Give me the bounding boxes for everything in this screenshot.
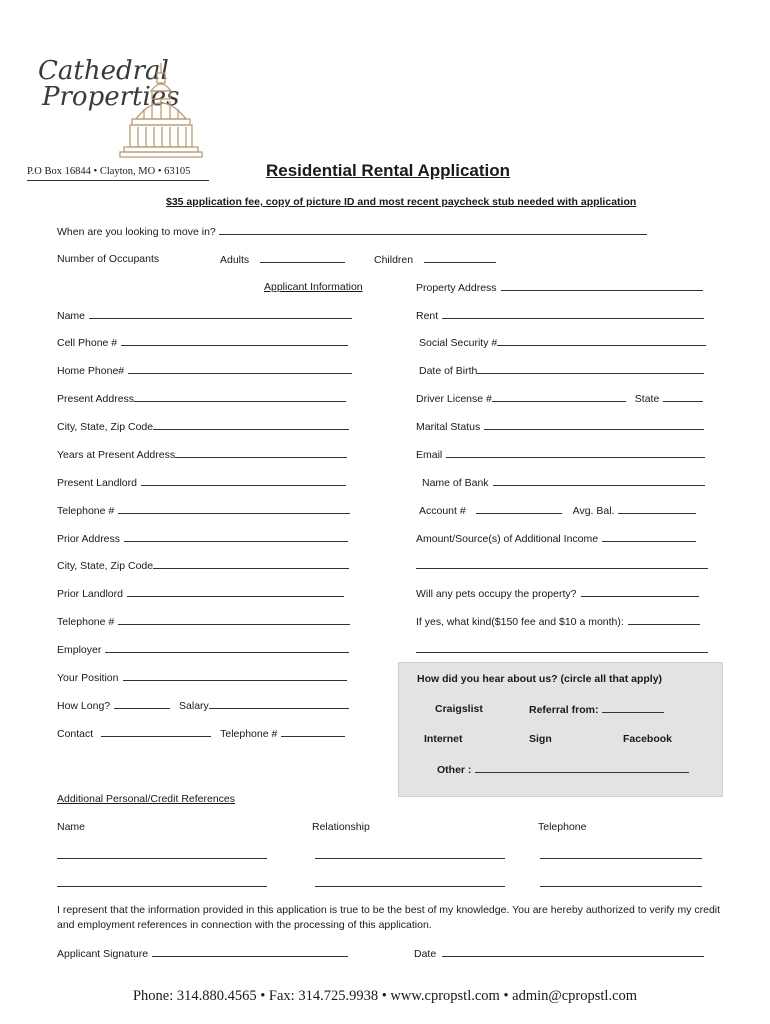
field-label: Property Address [416,282,497,294]
field-label: Present Landlord [57,477,137,489]
applicant-info-heading: Applicant Information [264,281,363,293]
driver-license-input[interactable] [492,392,626,402]
field-label: Social Security # [419,337,498,349]
pets-input[interactable] [581,587,699,597]
email-input[interactable] [446,448,705,458]
home-phone-input[interactable] [128,364,352,374]
how-long-input[interactable] [114,699,170,709]
field-label: Your Position [57,672,119,684]
bank-input[interactable] [493,476,705,486]
field-label: Prior Address [57,533,121,545]
field-telephone-2 [57,615,350,628]
ref-relationship-header: Relationship [312,821,370,833]
ref-name-header: Name [57,821,86,833]
employer-input[interactable] [105,643,349,653]
salary-input[interactable] [209,699,349,709]
other-input[interactable] [475,763,689,773]
adults-row [220,253,345,266]
field-label: Email [416,449,443,461]
ref-2-telephone-input[interactable] [540,877,702,887]
contact-label: Contact [57,728,94,740]
field-label: Employer [57,644,102,656]
field-label: Name of Bank [422,477,489,489]
state-label: State [634,393,660,405]
field-label: Prior Landlord [57,588,123,600]
ref-row-2 [57,877,267,890]
field-label: Rent [416,310,439,322]
field-pets-kind [416,615,700,628]
years-at-address-input[interactable] [175,448,347,458]
field-marital-status [416,420,704,433]
logo-line-2: Properties [42,82,180,112]
adults-field[interactable] [260,253,345,263]
option-referral[interactable] [529,703,664,716]
account-input[interactable] [476,504,562,514]
city-state-zip-input[interactable] [153,420,349,430]
field-label: Telephone # [57,616,115,628]
contact-telephone-label: Telephone # [220,728,278,740]
option-internet[interactable]: Internet [424,733,463,745]
field-present-landlord [57,476,346,489]
telephone-2-input[interactable] [118,615,350,625]
move-in-row [57,225,647,238]
field-label: Present Address [57,393,135,405]
pets-kind-input-2[interactable] [416,643,708,653]
field-label: If yes, what kind($150 fee and $10 a month): [416,616,624,628]
income-input-2[interactable] [416,559,708,569]
adults-label: Adults [220,254,250,266]
field-pets [416,587,699,600]
children-field[interactable] [424,253,496,263]
ref-row-1 [57,849,267,862]
present-landlord-input[interactable] [141,476,346,486]
field-present-address [57,392,346,405]
other-label: Other : [437,764,472,776]
children-row [374,253,496,266]
field-bank [422,476,705,489]
income-line-2 [416,559,708,572]
field-label: Will any pets occupy the property? [416,588,577,600]
field-prior-landlord [57,587,344,600]
field-email [416,448,705,461]
field-label: Account # [419,505,466,517]
field-label: City, State, Zip Code [57,421,154,433]
ref-row-2-rel [315,877,505,890]
ref-telephone-header: Telephone [538,821,587,833]
telephone-1-input[interactable] [118,504,350,514]
your-position-input[interactable] [123,671,347,681]
field-label: Marital Status [416,421,481,433]
field-employer [57,643,349,656]
field-contact [57,727,345,740]
field-label: Name [57,310,86,322]
contact-telephone-input[interactable] [281,727,345,737]
references-heading: Additional Personal/Credit References [57,793,236,805]
ref-1-telephone-input[interactable] [540,849,702,859]
option-facebook[interactable]: Facebook [623,733,673,745]
option-other[interactable] [437,763,689,776]
ref-row-2-tel [540,877,702,890]
ref-row-1-rel [315,849,505,862]
field-label: Driver License # [416,393,492,405]
ref-2-name-input[interactable] [57,877,267,887]
company-address: P.O Box 16844 • Clayton, MO • 63105 [27,166,209,181]
state-input[interactable] [663,392,703,402]
present-address-input[interactable] [134,392,346,402]
avg-bal-input[interactable] [618,504,696,514]
field-your-position [57,671,347,684]
occupants-label: Number of Occupants [57,253,160,265]
field-city-state-zip-2 [57,559,349,572]
how-long-label: How Long? [57,700,111,712]
pets-kind-input[interactable] [628,615,700,625]
referral-box-title: How did you hear about us? (circle all that apply) [417,673,663,685]
ref-row-1-tel [540,849,702,862]
field-ssn [419,336,706,349]
company-logo [30,55,210,165]
date-row [414,947,704,960]
field-years-at-address [57,448,347,461]
field-label: Telephone # [57,505,115,517]
city-state-zip-2-input[interactable] [153,559,349,569]
move-in-field[interactable] [219,225,647,235]
field-label: Home Phone# [57,365,125,377]
field-label: Cell Phone # [57,337,118,349]
salary-label: Salary [179,700,209,712]
field-prior-address [57,532,348,545]
fee-note: $35 application fee, copy of picture ID and most recent paycheck stub needed with application [166,196,637,208]
rent-input[interactable] [442,309,704,319]
field-label: Amount/Source(s) of Additional Income [416,533,599,545]
field-dob [419,364,704,377]
field-cell-phone [57,336,348,349]
field-home-phone [57,364,352,377]
certification-text: I represent that the information provided in this application is true to be the best of my knowledge. You are hereby authorized to verify my credit and employment references in connection with the processing of this application. [57,904,721,931]
income-input[interactable] [602,532,696,542]
field-label: Years at Present Address [57,449,176,461]
cell-phone-input[interactable] [121,336,348,346]
footer-contact: Phone: 314.880.4565 • Fax: 314.725.9938 • www.cpropstl.com • admin@cpropstl.com [132,988,638,1004]
property-address-input[interactable] [501,281,703,291]
logo-line-1: Cathedral [38,56,169,86]
prior-landlord-input[interactable] [127,587,344,597]
move-in-label: When are you looking to move in? [57,226,216,238]
field-city-state-zip [57,420,349,433]
date-input[interactable] [442,947,704,957]
marital-status-input[interactable] [484,420,704,430]
ref-1-name-input[interactable] [57,849,267,859]
pets-kind-line-2 [416,643,708,656]
referral-input[interactable] [602,703,664,713]
children-label: Children [374,254,414,266]
prior-address-input[interactable] [124,532,348,542]
field-label: City, State, Zip Code [57,560,154,572]
field-account [419,504,696,517]
referral-label: Referral from: [529,704,599,716]
field-name [57,309,352,322]
ssn-input[interactable] [497,336,706,346]
referral-source-box [398,662,723,797]
ref-1-relationship-input[interactable] [315,849,505,859]
option-craigslist[interactable]: Craigslist [435,703,483,715]
ref-2-relationship-input[interactable] [315,877,505,887]
option-sign[interactable]: Sign [529,733,552,745]
field-how-long [57,699,349,712]
signature-input[interactable] [152,947,348,957]
signature-row [57,947,348,960]
date-label: Date [414,948,437,960]
field-label: Date of Birth [419,365,478,377]
capitol-dome-icon [118,61,204,165]
field-driver-license [416,392,703,405]
dob-input[interactable] [477,364,704,374]
field-rent [416,309,704,322]
page-title: Residential Rental Application [266,161,511,180]
avg-bal-label: Avg. Bal. [572,505,615,517]
field-income [416,532,696,545]
contact-input[interactable] [101,727,211,737]
name-input[interactable] [89,309,352,319]
field-property-address [416,281,703,294]
signature-label: Applicant Signature [57,948,149,960]
field-telephone-1 [57,504,350,517]
